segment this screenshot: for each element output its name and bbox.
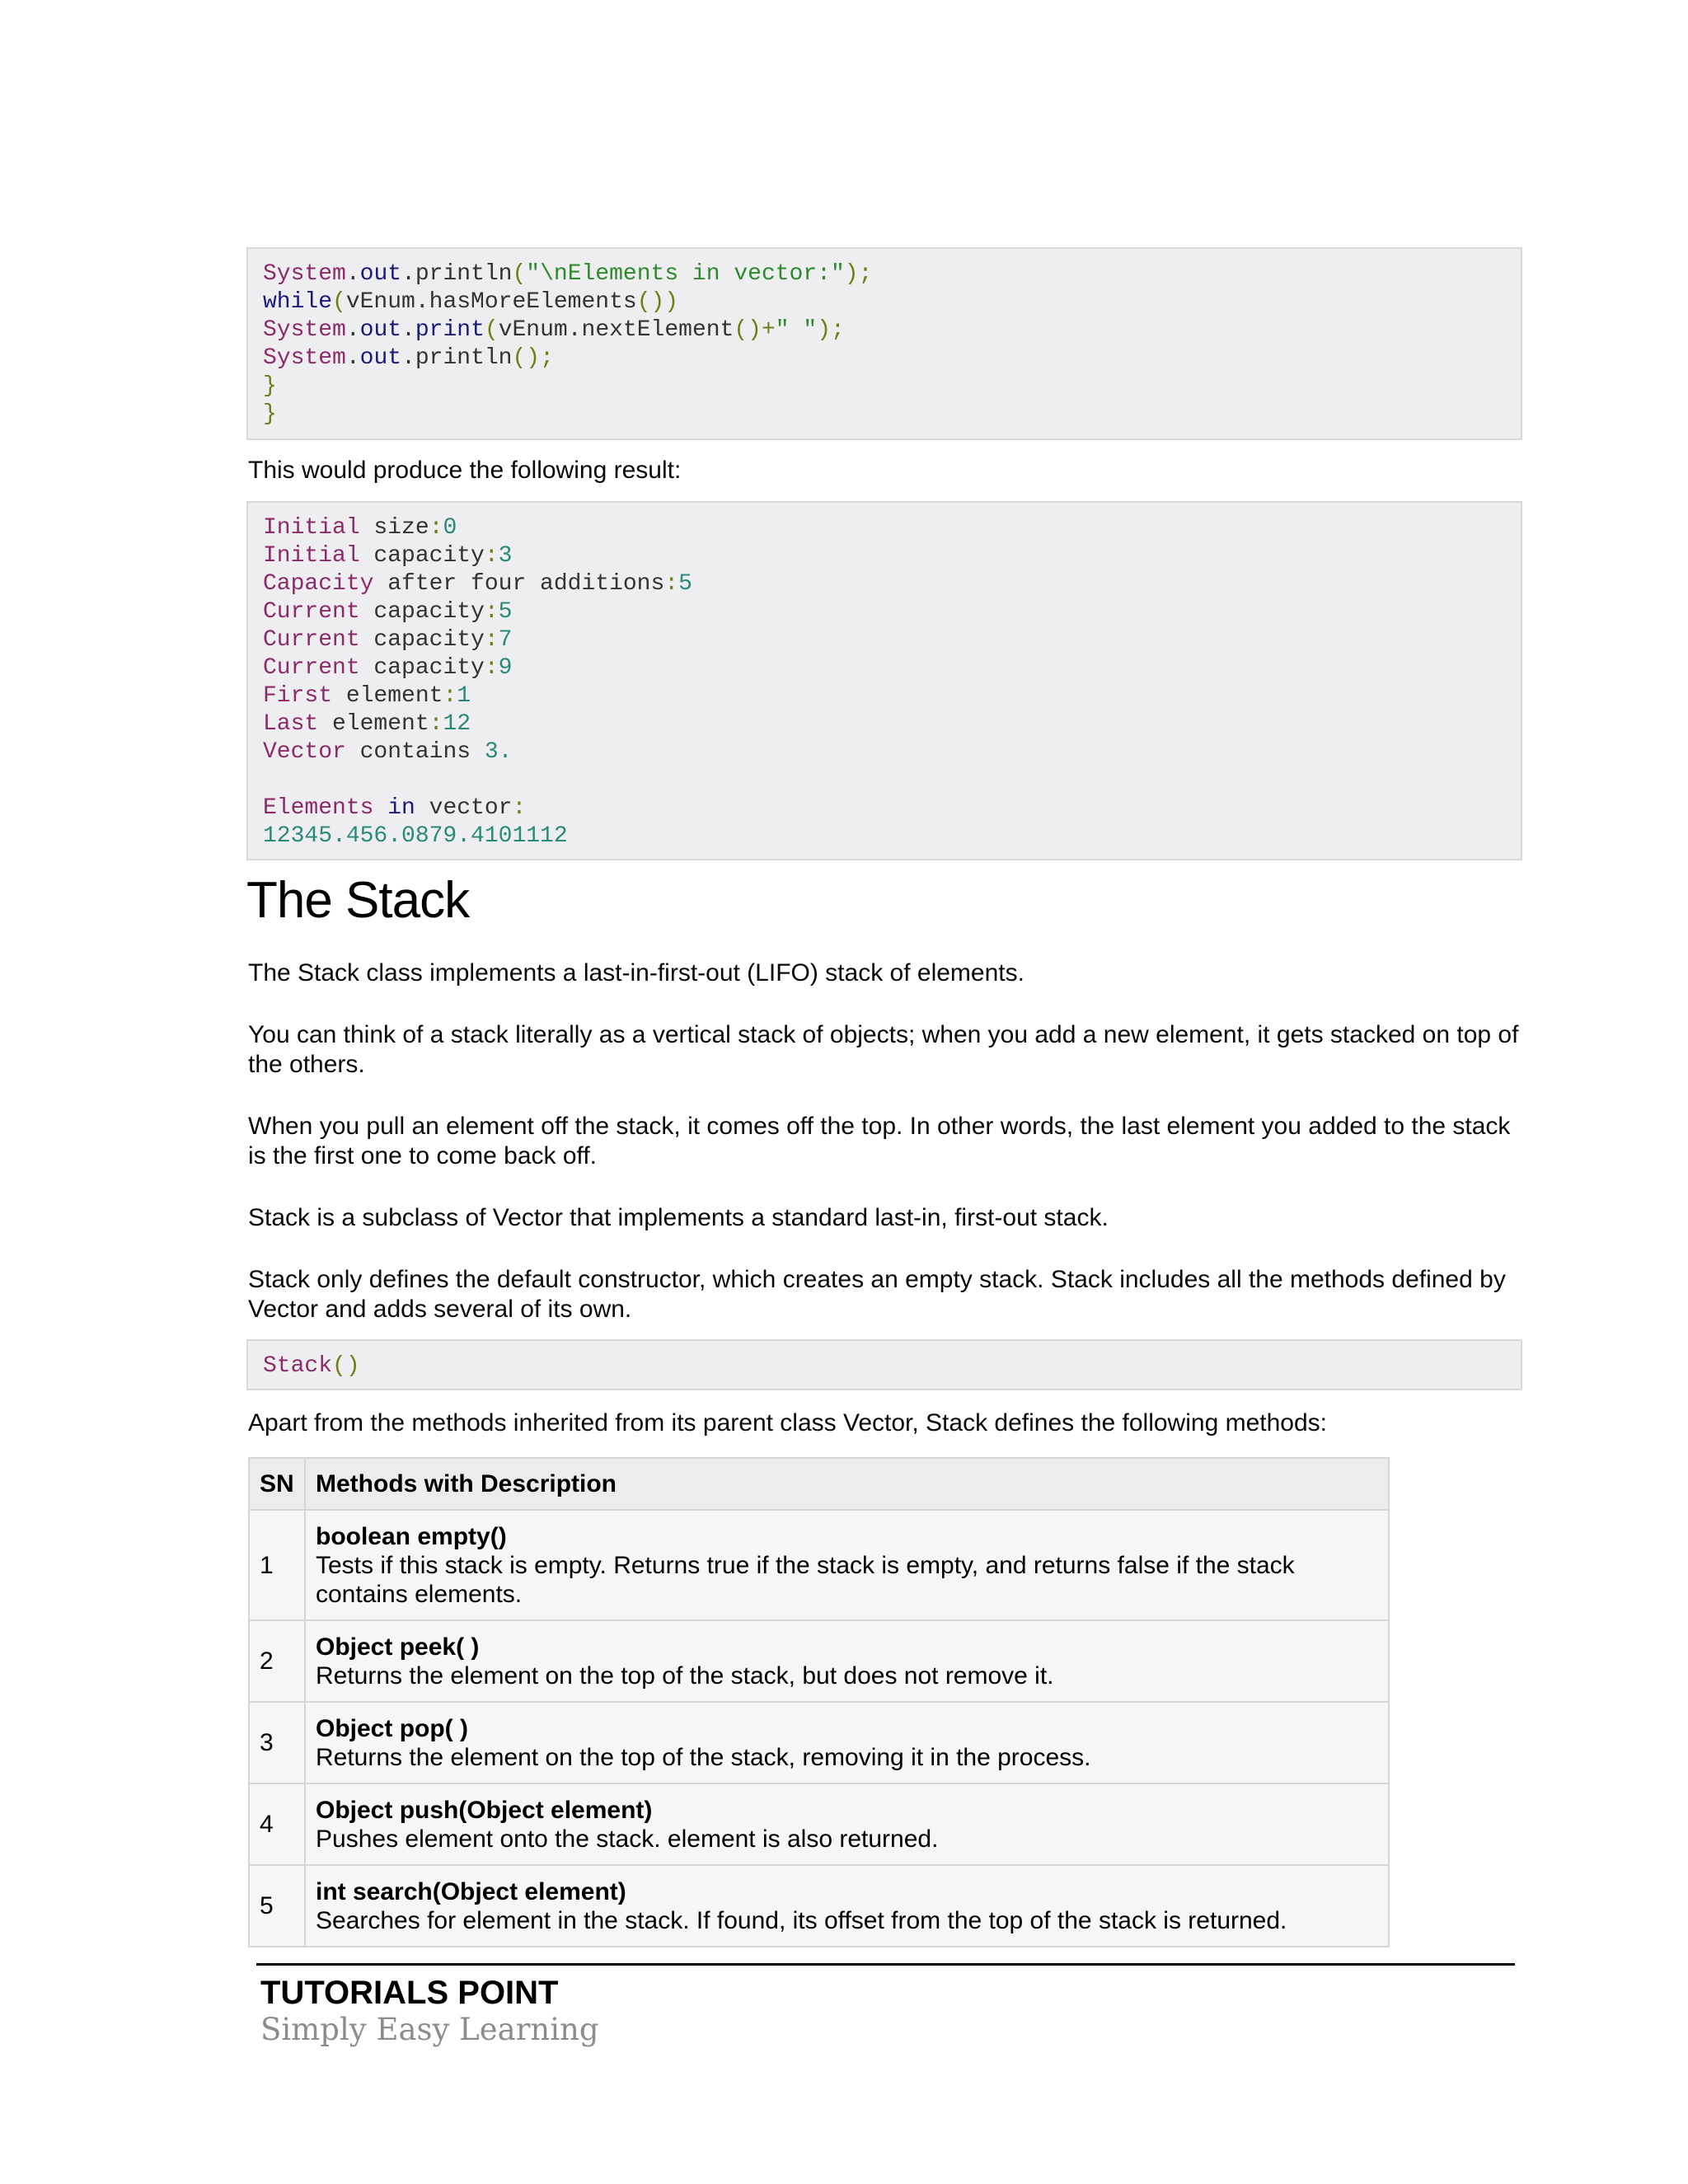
- code-line: [263, 260, 1504, 288]
- code-line: [263, 626, 1504, 654]
- table-row: [249, 1865, 1389, 1947]
- method-description: Returns the element on the top of the stack, but does not remove it.: [316, 1661, 1054, 1690]
- code-token: .println: [401, 345, 513, 371]
- code-token: element: [318, 711, 429, 737]
- code-line: [263, 373, 1504, 401]
- code-block-output: [246, 501, 1522, 860]
- code-token: System: [263, 345, 346, 371]
- code-token: capacity: [359, 655, 485, 681]
- section-heading: The Stack: [246, 872, 470, 929]
- code-token: .: [345, 317, 360, 343]
- paragraph-1: The Stack class implements a last-in-first-out (LIFO) stack of elements.: [248, 959, 1025, 987]
- code-token: capacity: [359, 627, 485, 653]
- code-line: [263, 401, 1504, 429]
- code-token: .: [401, 317, 415, 343]
- code-token: 3: [498, 543, 513, 569]
- code-block-vector-print: [246, 247, 1522, 440]
- table-row: [249, 1702, 1389, 1783]
- row-method: [305, 1783, 1389, 1865]
- code-token: Elements: [263, 795, 374, 821]
- code-token: ()): [636, 289, 679, 315]
- code-token: Last: [263, 711, 319, 737]
- code-line: [263, 654, 1504, 682]
- code-token: }: [263, 401, 277, 427]
- code-token: capacity: [359, 543, 485, 569]
- code-token: 3.: [484, 739, 513, 765]
- code-line: [263, 542, 1504, 570]
- code-token: }: [263, 373, 277, 399]
- code-line: [263, 344, 1504, 373]
- row-method: [305, 1620, 1389, 1702]
- result-intro-text: This would produce the following result:: [248, 457, 682, 484]
- methods-table: [248, 1457, 1390, 1947]
- code-token: :: [664, 571, 679, 597]
- code-token: out: [359, 261, 402, 287]
- table-row: [249, 1620, 1389, 1702]
- code-token: :: [484, 543, 499, 569]
- table-header-row: [249, 1458, 1389, 1510]
- code-token: while: [263, 289, 333, 315]
- method-name: boolean empty(): [316, 1522, 507, 1550]
- table-row: [249, 1783, 1389, 1865]
- code-token: element: [332, 683, 443, 709]
- code-token: Current: [263, 599, 360, 625]
- code-line: [263, 710, 1504, 738]
- code-token: First: [263, 683, 333, 709]
- code-token: ()+: [734, 317, 776, 343]
- code-token: .: [345, 345, 360, 371]
- code-token: out: [359, 345, 402, 371]
- code-token: 12: [443, 711, 471, 737]
- code-token: Stack: [263, 1353, 333, 1379]
- method-description: Tests if this stack is empty. Returns true if the stack is empty, and returns false if the stack contains elements.: [316, 1551, 1295, 1608]
- header-methods: Methods with Description: [305, 1458, 1389, 1510]
- footer-divider: [256, 1963, 1515, 1966]
- code-token: .nextElement: [567, 317, 734, 343]
- code-token: :: [429, 711, 443, 737]
- code-line: [263, 823, 1504, 851]
- code-token: 12345.456.0879.4101112: [263, 823, 568, 849]
- code-token: capacity: [359, 599, 485, 625]
- methods-intro-text: Apart from the methods inherited from its parent class Vector, Stack defines the following methods:: [248, 1409, 1327, 1436]
- code-token: 5: [498, 599, 513, 625]
- code-token: System: [263, 317, 346, 343]
- code-token: :: [512, 795, 527, 821]
- code-token: vEnum: [498, 317, 568, 343]
- row-sn: 4: [249, 1783, 305, 1865]
- code-token: in: [373, 795, 415, 821]
- row-sn: 1: [249, 1510, 305, 1620]
- row-sn: 5: [249, 1865, 305, 1947]
- code-line: [263, 738, 1504, 766]
- code-token: (: [484, 317, 499, 343]
- code-line: [263, 288, 1504, 316]
- code-token: Current: [263, 627, 360, 653]
- code-token: size: [359, 515, 429, 541]
- code-token: );: [844, 261, 873, 287]
- paragraph-3: When you pull an element off the stack, it comes off the top. In other words, the last element you added to the stack is the first one to come back off.: [248, 1113, 1511, 1169]
- code-token: (: [332, 289, 346, 315]
- code-line: [263, 570, 1504, 598]
- method-name: Object pop( ): [316, 1714, 468, 1742]
- method-name: int search(Object element): [316, 1877, 626, 1905]
- code-line: [263, 514, 1504, 542]
- code-token: :: [484, 627, 499, 653]
- row-sn: 3: [249, 1702, 305, 1783]
- code-token: out: [359, 317, 402, 343]
- code-line: [263, 598, 1504, 626]
- paragraph-5: Stack only defines the default constructor, which creates an empty stack. Stack includes all the methods defined by Vector and adds several of its own.: [248, 1266, 1506, 1323]
- method-name: Object push(Object element): [316, 1796, 653, 1824]
- code-token: :: [484, 599, 499, 625]
- code-token: contains: [345, 739, 485, 765]
- code-line: [263, 794, 1504, 823]
- code-line: [263, 766, 1504, 794]
- code-token: vector: [415, 795, 513, 821]
- code-line: [263, 682, 1504, 710]
- code-line: [263, 316, 1504, 344]
- code-block-constructor: [246, 1339, 1522, 1390]
- code-token: :: [443, 683, 457, 709]
- code-token: (: [512, 261, 527, 287]
- code-token: 5: [678, 571, 692, 597]
- code-token: Initial: [263, 543, 360, 569]
- footer-brand: TUTORIALS POINT: [260, 1975, 559, 2011]
- code-token: 7: [498, 627, 513, 653]
- code-token: System: [263, 261, 346, 287]
- code-token: vEnum: [345, 289, 415, 315]
- row-method: [305, 1865, 1389, 1947]
- code-token: );: [817, 317, 845, 343]
- code-token: "\nElements in vector:": [526, 261, 845, 287]
- row-sn: 2: [249, 1620, 305, 1702]
- code-token: " ": [775, 317, 818, 343]
- code-token: Current: [263, 655, 360, 681]
- row-method: [305, 1510, 1389, 1620]
- code-token: .: [345, 261, 360, 287]
- method-description: Returns the element on the top of the stack, removing it in the process.: [316, 1743, 1091, 1771]
- paragraph-2: You can think of a stack literally as a vertical stack of objects; when you add a new element, it gets stacked on top of the others.: [248, 1021, 1519, 1078]
- code-token: :: [429, 515, 443, 541]
- code-token: 9: [498, 655, 513, 681]
- code-token: print: [415, 317, 485, 343]
- code-token: :: [484, 655, 499, 681]
- code-token: Vector: [263, 739, 346, 765]
- code-line: [263, 1352, 1504, 1380]
- code-token: (): [332, 1353, 360, 1379]
- code-token: ();: [512, 345, 554, 371]
- header-sn: SN: [249, 1458, 305, 1510]
- code-token: after four additions: [373, 571, 665, 597]
- row-method: [305, 1702, 1389, 1783]
- footer-tagline: Simply Easy Learning: [260, 2012, 599, 2047]
- code-token: .println: [401, 261, 513, 287]
- method-name: Object peek( ): [316, 1633, 480, 1661]
- code-token: 1: [457, 683, 471, 709]
- code-token: 0: [443, 515, 457, 541]
- code-token: .hasMoreElements: [415, 289, 637, 315]
- table-row: [249, 1510, 1389, 1620]
- code-token: Capacity: [263, 571, 374, 597]
- method-description: Searches for element in the stack. If found, its offset from the top of the stack is returned.: [316, 1906, 1287, 1934]
- code-token: Initial: [263, 515, 360, 541]
- paragraph-4: Stack is a subclass of Vector that implements a standard last-in, first-out stack.: [248, 1204, 1109, 1231]
- method-description: Pushes element onto the stack. element is also returned.: [316, 1825, 939, 1853]
